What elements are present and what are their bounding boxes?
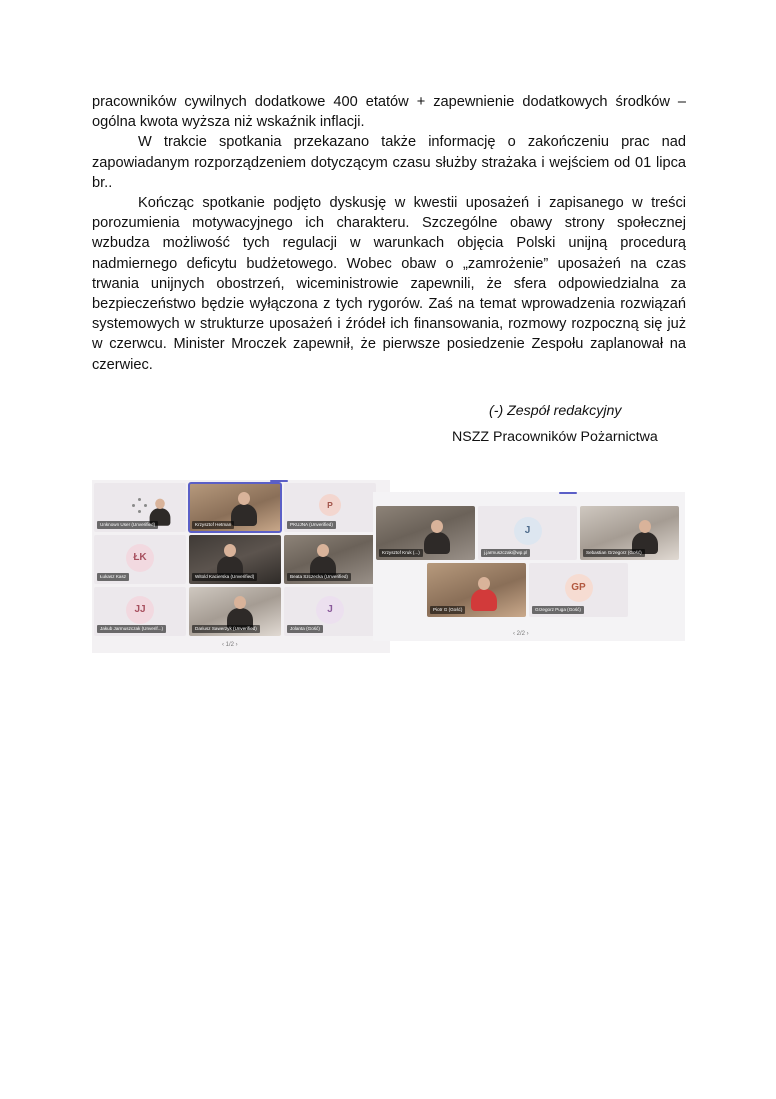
participant-video	[231, 504, 257, 526]
participant-name: Jolanta (Gość)	[287, 625, 323, 633]
signature-editorial-team: (-) Zespół redakcyjny	[489, 403, 622, 419]
body-text	[92, 92, 686, 375]
participant-name: Piotr G (Gość)	[430, 606, 465, 614]
participant-name: PKUJNA (Unverified)	[287, 521, 336, 529]
participant-tile	[284, 535, 376, 584]
participant-name: j.jarmuszczak@wp.pl	[481, 549, 530, 557]
participant-name: Jakub Jarmuszczak (Unverif...)	[97, 625, 166, 633]
loading-icon	[132, 498, 148, 514]
paragraph-1: pracowników cywilnych dodatkowe 400 etatów + zapewnienie dodatkowych środków – ogólna kwota wyższa niż wskaźnik inflacji.	[92, 94, 686, 131]
participant-tile	[580, 506, 679, 560]
gallery-pager[interactable]: ‹ 2/2 ›	[513, 631, 529, 637]
participant-name: Sebastian Grzegorz (Gość)	[583, 549, 645, 557]
participant-tile	[376, 506, 475, 560]
participant-name: Krzysztof Hetman	[192, 521, 234, 529]
signature-union-name: NSZZ Pracowników Pożarnictwa	[452, 429, 658, 445]
participant-video	[424, 532, 450, 554]
participant-video	[471, 589, 497, 611]
participant-name: Grzegorz Puga (Gość)	[532, 606, 584, 614]
participant-tile	[284, 483, 376, 532]
participant-name: Dariusz Sawerzyk (Unverified)	[192, 625, 260, 633]
participant-tile	[94, 587, 186, 636]
participant-avatar: J	[316, 596, 344, 624]
participant-tile	[529, 563, 628, 617]
participant-avatar: JJ	[126, 596, 154, 624]
participant-tile	[189, 535, 281, 584]
participant-name: Krzysztof Kruk (...)	[379, 549, 423, 557]
participant-avatar: ŁK	[126, 544, 154, 572]
participant-avatar: GP	[565, 574, 593, 602]
paragraph-3: Kończąc spotkanie podjęto dyskusję w kwestii uposażeń i zapisanego w treści porozumienia motywacyjnego ich charakteru. Szczególne obawy strony społecznej wzbudza możliwość tych regulacji w warunkach objęcia Polski unijną procedurą nadmiernego deficytu budżetowego. Wobec obaw o „zamrożenie” uposażeń na czas trwania unijnych obostrzeń, wiceministrowie zapewnili, że sfera odpowiedzialna za bezpieczeństwo będzie wyłączona z tych rygorów. Zaś na temat wprowadzenia rozwiązań systemowych w strukturze uposażeń i źródeł ich finansowania, rozmowy rozpoczną się już w czerwcu. Minister Mroczek zapewnił, że pierwsze posiedzenie Zespołu zaplanował na czerwiec.	[92, 195, 686, 373]
active-speaker-indicator	[270, 480, 288, 482]
participant-tile	[284, 587, 376, 636]
participant-name: Łukasz Kasz	[97, 573, 129, 581]
meeting-screenshot-page-1	[92, 480, 390, 653]
participant-avatar: J	[514, 517, 542, 545]
participant-name: Beata Szczecka (Unverified)	[287, 573, 351, 581]
participant-tile	[189, 483, 281, 532]
participant-tile	[94, 535, 186, 584]
participant-tile	[189, 587, 281, 636]
participant-name: Witold Kacierska (Unverified)	[192, 573, 257, 581]
participant-name: Unknown User (Unverified)	[97, 521, 158, 529]
participant-tile	[427, 563, 526, 617]
paragraph-2: W trakcie spotkania przekazano także informację o zakończeniu prac nad zapowiadanym rozporządzeniem dotyczącym czasu służby strażaka i wejściem od 01 lipca br..	[92, 134, 686, 191]
participant-avatar: P	[319, 494, 341, 516]
participant-tile	[478, 506, 577, 560]
active-speaker-indicator	[559, 492, 577, 494]
meeting-screenshot-page-2	[373, 492, 685, 641]
participant-tile	[94, 483, 186, 532]
gallery-pager[interactable]: ‹ 1/2 ›	[222, 642, 238, 648]
